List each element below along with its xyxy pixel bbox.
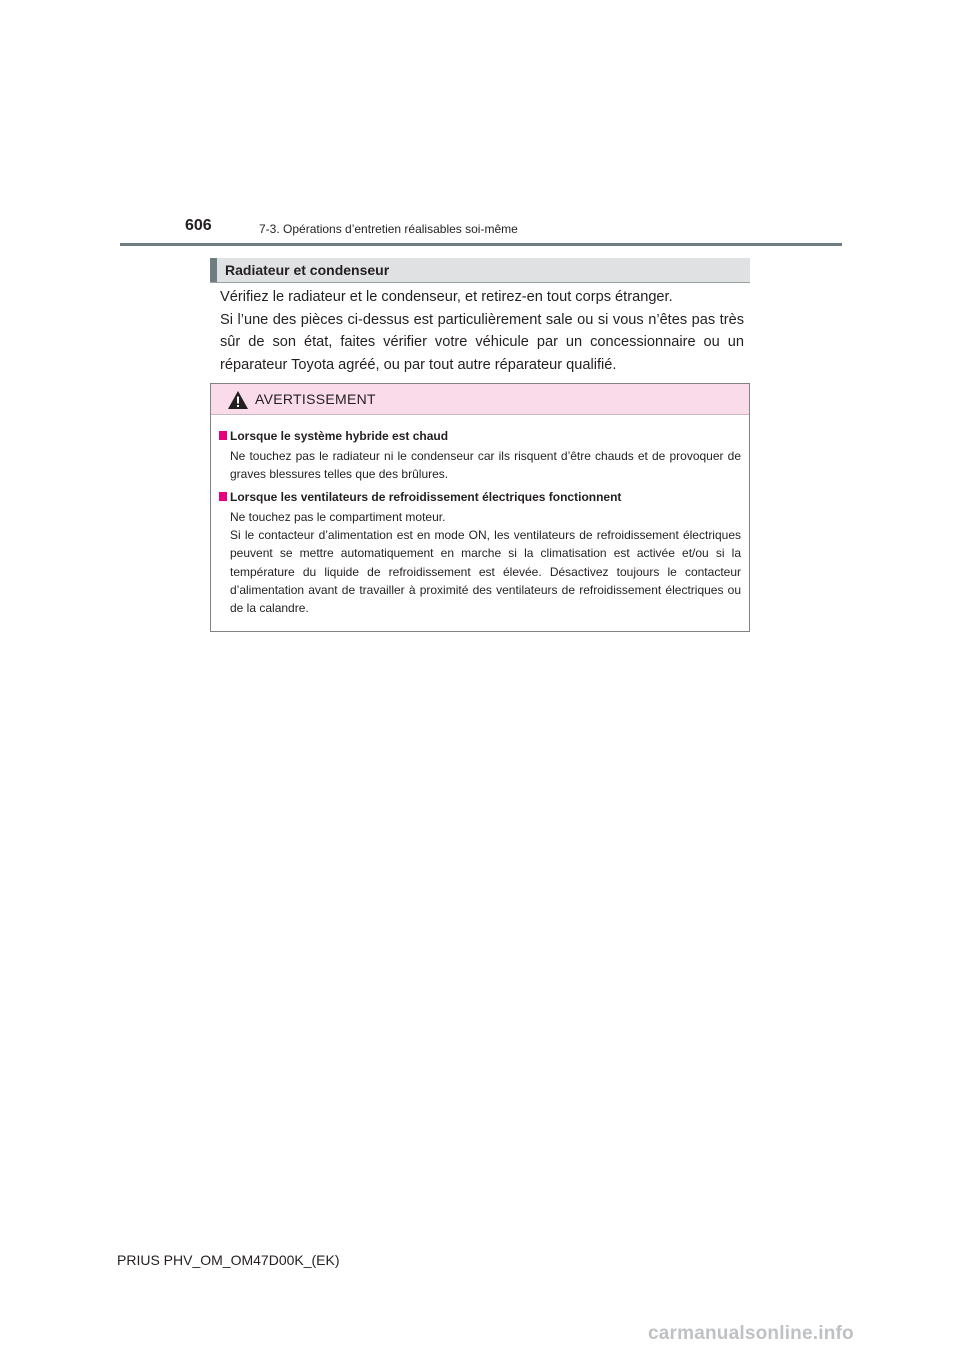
warning-paragraph: Ne touchez pas le radiateur ni le condenseur car ils risquent d’être chauds et de provoquer de graves blessures telles que des brûlures.	[230, 449, 741, 482]
warning-paragraph: Si le contacteur d’alimentation est en mode ON, les ventilateurs de refroidissement électriques peuvent se mettre automatiquement en marche si la climatisation est activée et/ou si la température du liquide de refroidissement est élevée. Désactivez toujours le contacteur d’alimentation avant de travailler à proximité des ventilateurs de refroidissement électriques ou de la calandre.	[230, 528, 741, 616]
warning-title: AVERTISSEMENT	[255, 391, 376, 407]
section-title: Radiateur et condenseur	[225, 262, 390, 278]
footer-code: PRIUS PHV_OM_OM47D00K_(EK)	[117, 1252, 340, 1268]
section-body	[220, 286, 744, 376]
section-heading-bar	[210, 258, 217, 282]
body-paragraph: Si l’une des pièces ci-dessus est particulièrement sale ou si vous n’êtes pas très sûr de son état, faites vérifier votre véhicule par un concessionnaire ou un réparateur Toyota agréé, ou par tout autre réparateur qualifié.	[220, 311, 744, 373]
warning-item-text	[219, 447, 741, 483]
warning-item	[219, 489, 741, 617]
warning-header	[211, 384, 749, 415]
warning-triangle-icon	[227, 390, 249, 410]
section-heading	[210, 258, 750, 283]
warning-item-heading	[219, 489, 741, 505]
watermark: carmanualsonline.info	[648, 1323, 854, 1344]
bullet-square-icon	[219, 492, 227, 501]
warning-item-text	[219, 508, 741, 617]
header-rule	[120, 243, 842, 246]
page-number: 606	[185, 217, 212, 234]
bullet-square-icon	[219, 431, 227, 440]
warning-item-heading-text: Lorsque le système hybride est chaud	[230, 429, 449, 443]
warning-item-heading	[219, 428, 741, 444]
warning-item-heading-text: Lorsque les ventilateurs de refroidissement électriques fonctionnent	[230, 490, 622, 504]
warning-paragraph: Ne touchez pas le compartiment moteur.	[230, 510, 446, 524]
chapter-title: 7-3. Opérations d’entretien réalisables soi-même	[259, 222, 518, 236]
body-paragraph: Vérifiez le radiateur et le condenseur, et retirez-en tout corps étranger.	[220, 289, 673, 305]
warning-item	[219, 428, 741, 483]
warning-box	[210, 383, 750, 632]
